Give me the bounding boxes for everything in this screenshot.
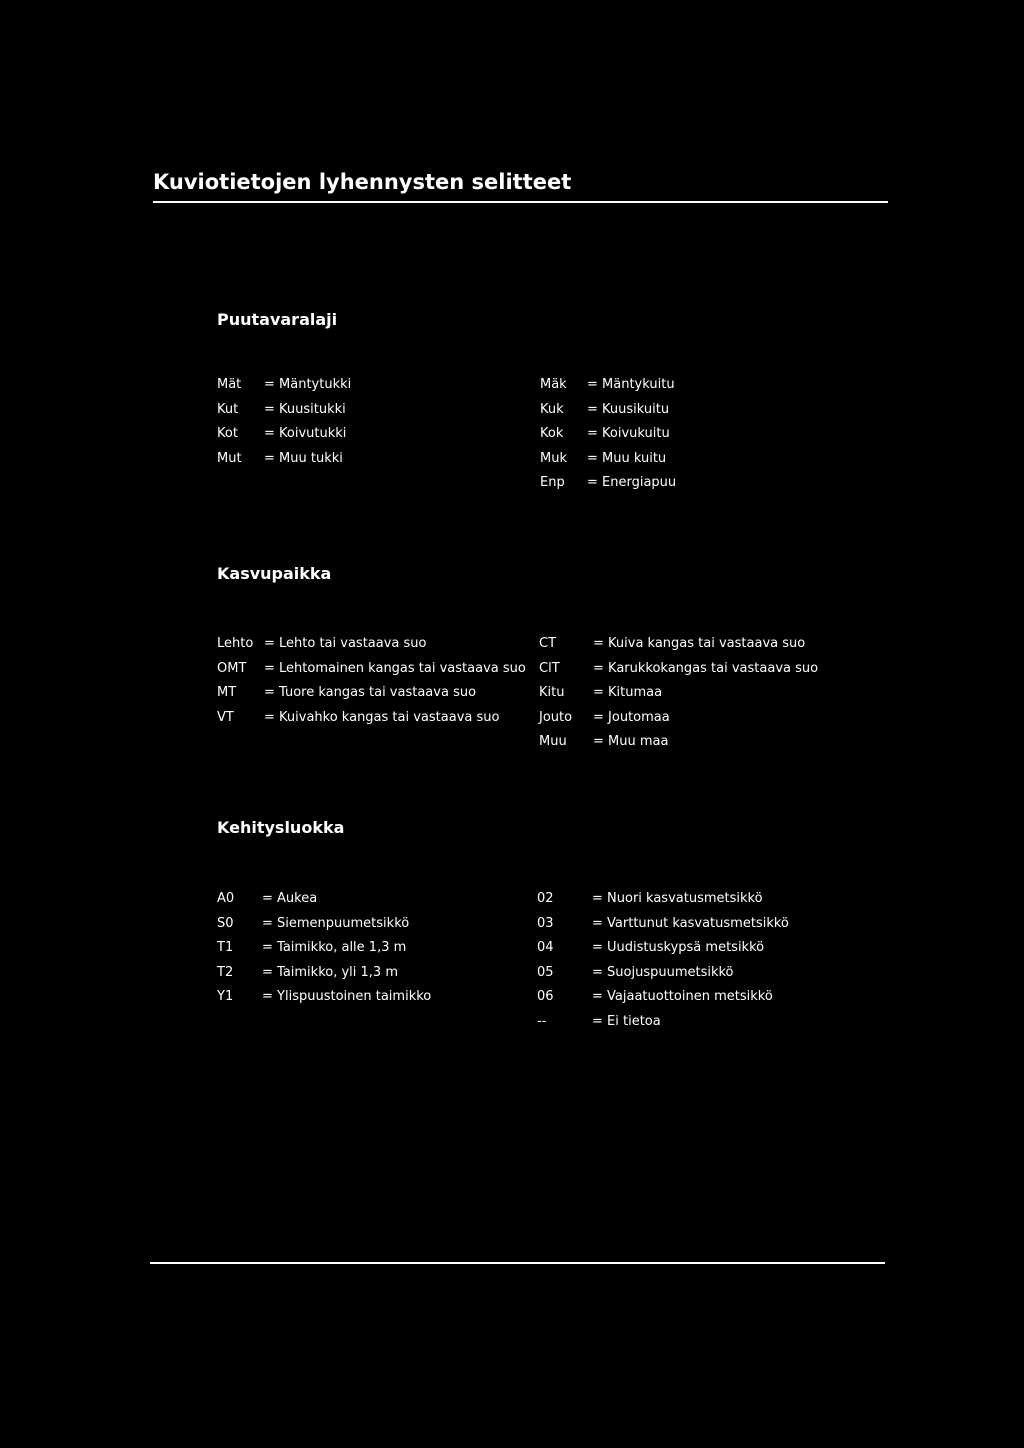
legend-entry	[539, 733, 849, 758]
legend-entry	[540, 401, 850, 426]
legend-code: Mut	[217, 450, 242, 466]
legend-code: ClT	[539, 660, 560, 676]
section-heading: Puutavaralaji	[217, 310, 338, 329]
legend-entry	[537, 964, 847, 989]
legend-definition: = Varttunut kasvatusmetsikkö	[592, 915, 789, 931]
legend-code: 04	[537, 940, 554, 955]
legend-code: Kut	[217, 401, 239, 417]
legend-entry	[539, 709, 849, 734]
legend-code: MT	[217, 685, 237, 700]
legend-definition: = Lehtomainen kangas tai vastaava suo	[264, 660, 526, 676]
legend-definition: = Tuore kangas tai vastaava suo	[264, 685, 477, 700]
legend-column-left	[217, 635, 527, 733]
legend-definition: = Ei tietoa	[592, 1013, 661, 1029]
legend-definition: = Mäntytukki	[264, 377, 352, 392]
legend-code: 06	[537, 989, 554, 1004]
section-heading: Kehitysluokka	[217, 818, 345, 837]
legend-entry	[217, 635, 527, 660]
legend-entry	[217, 988, 527, 1013]
legend-entry	[217, 709, 527, 734]
legend-entry	[217, 684, 527, 709]
legend-code: Kitu	[539, 685, 565, 700]
legend-entry	[217, 376, 527, 401]
legend-entry	[217, 890, 527, 915]
legend-code: 02	[537, 891, 554, 906]
legend-entry	[540, 450, 850, 475]
legend-definition: = Muu tukki	[264, 450, 343, 466]
legend-definition: = Kuusikuitu	[587, 401, 670, 417]
legend-entry	[539, 660, 849, 685]
legend-definition: = Ylispuustoinen taimikko	[262, 989, 432, 1004]
legend-entry	[217, 401, 527, 426]
legend-column-right	[540, 376, 850, 499]
legend-entry	[540, 425, 850, 450]
legend-definition: = Vajaatuottoinen metsikkö	[592, 989, 773, 1004]
title-rule	[153, 201, 888, 203]
legend-entry	[537, 915, 847, 940]
legend-definition: = Koivutukki	[264, 426, 347, 441]
legend-code: T2	[217, 964, 234, 980]
legend-code: CT	[539, 636, 557, 651]
legend-definition: = Kitumaa	[593, 685, 663, 700]
legend-definition: = Aukea	[262, 891, 318, 906]
page-title: Kuviotietojen lyhennysten selitteet	[153, 170, 572, 194]
legend-code: Y1	[217, 989, 234, 1004]
legend-definition: = Energiapuu	[587, 475, 677, 490]
legend-entry	[217, 660, 527, 685]
legend-entry	[217, 425, 527, 450]
legend-definition: = Koivukuitu	[587, 426, 670, 441]
legend-entry	[537, 890, 847, 915]
legend-entry	[540, 376, 850, 401]
legend-definition: = Lehto tai vastaava suo	[264, 636, 427, 651]
legend-definition: = Muu kuitu	[587, 450, 667, 466]
legend-entry	[539, 684, 849, 709]
legend-definition: = Kuiva kangas tai vastaava suo	[593, 636, 806, 651]
legend-column-right	[537, 890, 847, 1037]
legend-entry	[217, 915, 527, 940]
section-heading: Kasvupaikka	[217, 564, 332, 583]
legend-code: 05	[537, 964, 554, 980]
footer-rule	[150, 1262, 885, 1264]
legend-definition: = Kuusitukki	[264, 401, 346, 417]
legend-definition: = Taimikko, alle 1,3 m	[262, 940, 407, 955]
legend-code: Kot	[217, 426, 238, 441]
legend-code: Jouto	[539, 709, 573, 725]
legend-entry	[217, 939, 527, 964]
legend-entry	[539, 635, 849, 660]
legend-definition: = Muu maa	[593, 734, 669, 749]
legend-code: Kok	[540, 426, 564, 441]
legend-code: --	[537, 1013, 547, 1029]
legend-definition: = Siemenpuumetsikkö	[262, 915, 410, 931]
legend-entry	[217, 964, 527, 989]
legend-code: 03	[537, 915, 554, 931]
legend-definition: = Karukkokangas tai vastaava suo	[593, 660, 819, 676]
legend-code: OMT	[217, 660, 247, 676]
legend-code: T1	[217, 940, 234, 955]
legend-code: S0	[217, 915, 234, 931]
legend-entry	[537, 939, 847, 964]
legend-code: Mät	[217, 377, 242, 392]
legend-entry	[217, 450, 527, 475]
legend-column-left	[217, 890, 527, 1013]
legend-code: A0	[217, 891, 235, 906]
legend-definition: = Taimikko, yli 1,3 m	[262, 964, 398, 980]
legend-column-right	[539, 635, 849, 758]
legend-code: Lehto	[217, 636, 254, 651]
legend-entry	[540, 474, 850, 499]
legend-code: Mäk	[540, 377, 567, 392]
legend-code: VT	[217, 709, 234, 725]
legend-definition: = Joutomaa	[593, 709, 670, 725]
legend-definition: = Uudistuskypsä metsikkö	[592, 940, 765, 955]
legend-column-left	[217, 376, 527, 474]
legend-code: Enp	[540, 475, 565, 490]
legend-definition: = Mäntykuitu	[587, 377, 675, 392]
legend-code: Kuk	[540, 401, 564, 417]
legend-entry	[537, 988, 847, 1013]
legend-entry	[537, 1013, 847, 1038]
legend-definition: = Kuivahko kangas tai vastaava suo	[264, 709, 500, 725]
legend-definition: = Nuori kasvatusmetsikkö	[592, 891, 763, 906]
legend-code: Muk	[540, 450, 567, 466]
legend-definition: = Suojuspuumetsikkö	[592, 964, 734, 980]
legend-code: Muu	[539, 734, 567, 749]
